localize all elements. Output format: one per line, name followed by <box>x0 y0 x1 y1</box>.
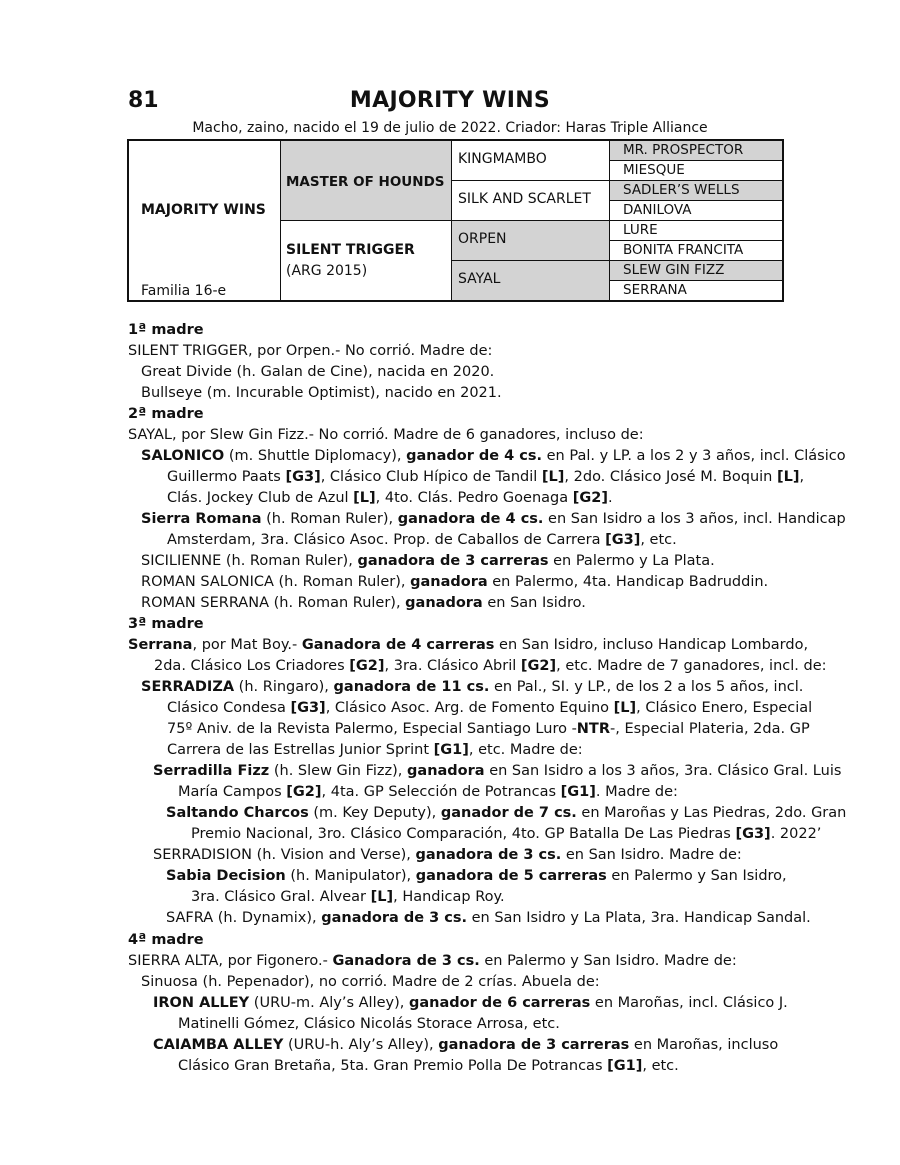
record-line: 3ra. Clásico Gral. Alvear [L], Handicap Roy. <box>191 889 505 905</box>
pedigree-g3-cell <box>610 261 782 281</box>
pedigree-dam-detail: (ARG 2015) <box>286 263 368 279</box>
pedigree-g3-cell <box>610 141 782 161</box>
pedigree-dam-dam-cell <box>452 261 610 300</box>
record-line: Clás. Jockey Club de Azul [L], 4to. Clás. Pedro Goenaga [G2]. <box>167 490 613 506</box>
record-line: ROMAN SERRANA (h. Roman Ruler), ganadora en San Isidro. <box>141 595 586 611</box>
pedigree-g3-name: MR. PROSPECTOR <box>623 142 744 158</box>
record-line: Serradilla Fizz (h. Slew Gin Fizz), ganadora en San Isidro a los 3 años, 3ra. Clásico Gral. Luis <box>153 763 842 779</box>
lot-number: 81 <box>128 88 159 113</box>
record-line: SICILIENNE (h. Roman Ruler), ganadora de 3 carreras en Palermo y La Plata. <box>141 553 715 569</box>
pedigree-sire-dam-cell <box>452 181 610 221</box>
record-line: 75º Aniv. de la Revista Palermo, Especial Santiago Luro -NTR-, Especial Plateria, 2da. GP <box>167 721 810 737</box>
record-line: Carrera de las Estrellas Junior Sprint [G1], etc. Madre de: <box>167 742 583 758</box>
pedigree-g3-name: SADLER’S WELLS <box>623 182 740 198</box>
record-line: SALONICO (m. Shuttle Diplomacy), ganador de 4 cs. en Pal. y LP. a los 2 y 3 años, incl. Clásico <box>141 448 846 464</box>
record-line: CAIAMBA ALLEY (URU-h. Aly’s Alley), ganadora de 3 carreras en Maroñas, incluso <box>153 1037 779 1053</box>
pedigree-g3-cell <box>610 161 782 181</box>
record-line: Matinelli Gómez, Clásico Nicolás Storace Arrosa, etc. <box>178 1016 560 1032</box>
record-line: Great Divide (h. Galan de Cine), nacida en 2020. <box>141 364 495 380</box>
section-heading: 4ª madre <box>128 932 204 948</box>
horse-subtitle: Macho, zaino, nacido el 19 de julio de 2022. Criador: Haras Triple Alliance <box>192 120 708 136</box>
record-line: SERRADIZA (h. Ringaro), ganadora de 11 cs. en Pal., SI. y LP., de los 2 a los 5 años, incl. <box>141 679 804 695</box>
record-line: SAYAL, por Slew Gin Fizz.- No corrió. Madre de 6 ganadores, incluso de: <box>128 427 644 443</box>
record-line: María Campos [G2], 4ta. GP Selección de Potrancas [G1]. Madre de: <box>178 784 678 800</box>
pedigree-g3-cell <box>610 241 782 261</box>
pedigree-dam-sire-cell <box>452 221 610 261</box>
pedigree-g3-name: SLEW GIN FIZZ <box>623 262 725 278</box>
pedigree-sire-sire-cell <box>452 141 610 181</box>
pedigree-g3-name: LURE <box>623 222 658 238</box>
pedigree-family: Familia 16-e <box>141 283 227 299</box>
pedigree-g3-name: SERRANA <box>623 282 687 298</box>
record-line: Serrana, por Mat Boy.- Ganadora de 4 carreras en San Isidro, incluso Handicap Lombardo, <box>128 637 809 653</box>
pedigree-sire-sire: KINGMAMBO <box>458 151 547 167</box>
pedigree-dam-sire: ORPEN <box>458 231 507 247</box>
section-heading: 1ª madre <box>128 322 204 338</box>
record-line: 2da. Clásico Los Criadores [G2], 3ra. Clásico Abril [G2], etc. Madre de 7 ganadores, incl. de: <box>154 658 827 674</box>
pedigree-dam: SILENT TRIGGER <box>286 242 415 258</box>
record-line: Premio Nacional, 3ro. Clásico Comparación, 4to. GP Batalla De Las Piedras [G3]. 2022’ <box>191 826 822 842</box>
section-heading: 2ª madre <box>128 406 204 422</box>
record-line: SERRADISION (h. Vision and Verse), ganadora de 3 cs. en San Isidro. Madre de: <box>153 847 742 863</box>
pedigree-sire-dam: SILK AND SCARLET <box>458 191 591 207</box>
pedigree-table <box>127 139 784 302</box>
pedigree-g3-name: MIESQUE <box>623 162 685 178</box>
record-line: SILENT TRIGGER, por Orpen.- No corrió. Madre de: <box>128 343 493 359</box>
pedigree-g3-cell <box>610 281 782 300</box>
record-line: Sinuosa (h. Pepenador), no corrió. Madre de 2 crías. Abuela de: <box>141 974 600 990</box>
section-heading: 3ª madre <box>128 616 204 632</box>
record-line: Clásico Gran Bretaña, 5ta. Gran Premio Polla De Potrancas [G1], etc. <box>178 1058 679 1074</box>
pedigree-horse-name: MAJORITY WINS <box>141 202 266 218</box>
pedigree-g3-name: DANILOVA <box>623 202 692 218</box>
pedigree-dam-dam: SAYAL <box>458 271 501 287</box>
record-line: Amsterdam, 3ra. Clásico Asoc. Prop. de Caballos de Carrera [G3], etc. <box>167 532 677 548</box>
record-line: Guillermo Paats [G3], Clásico Club Hípico de Tandil [L], 2do. Clásico José M. Boquin [L], <box>167 469 805 485</box>
pedigree-g3-name: BONITA FRANCITA <box>623 242 744 258</box>
record-line: Sabia Decision (h. Manipulator), ganadora de 5 carreras en Palermo y San Isidro, <box>166 868 787 884</box>
pedigree-dam-cell <box>281 221 452 300</box>
horse-name-title: MAJORITY WINS <box>349 88 551 113</box>
pedigree-g3-cell <box>610 221 782 241</box>
pedigree-g3-cell <box>610 201 782 221</box>
pedigree-sire: MASTER OF HOUNDS <box>286 174 445 190</box>
record-line: Clásico Condesa [G3], Clásico Asoc. Arg. de Fomento Equino [L], Clásico Enero, Especial <box>167 700 813 716</box>
record-line: Saltando Charcos (m. Key Deputy), ganador de 7 cs. en Maroñas y Las Piedras, 2do. Gran <box>166 805 847 821</box>
record-line: Sierra Romana (h. Roman Ruler), ganadora de 4 cs. en San Isidro a los 3 años, incl. Handicap <box>141 511 846 527</box>
record-line: SAFRA (h. Dynamix), ganadora de 3 cs. en San Isidro y La Plata, 3ra. Handicap Sandal. <box>166 910 811 926</box>
pedigree-horse-cell <box>129 141 281 300</box>
record-line: IRON ALLEY (URU-m. Aly’s Alley), ganador de 6 carreras en Maroñas, incl. Clásico J. <box>153 995 788 1011</box>
record-line: Bullseye (m. Incurable Optimist), nacido en 2021. <box>141 385 502 401</box>
pedigree-g3-cell <box>610 181 782 201</box>
pedigree-sire-cell <box>281 141 452 221</box>
record-line: ROMAN SALONICA (h. Roman Ruler), ganadora en Palermo, 4ta. Handicap Badruddin. <box>141 574 769 590</box>
record-line: SIERRA ALTA, por Figonero.- Ganadora de 3 cs. en Palermo y San Isidro. Madre de: <box>128 953 737 969</box>
